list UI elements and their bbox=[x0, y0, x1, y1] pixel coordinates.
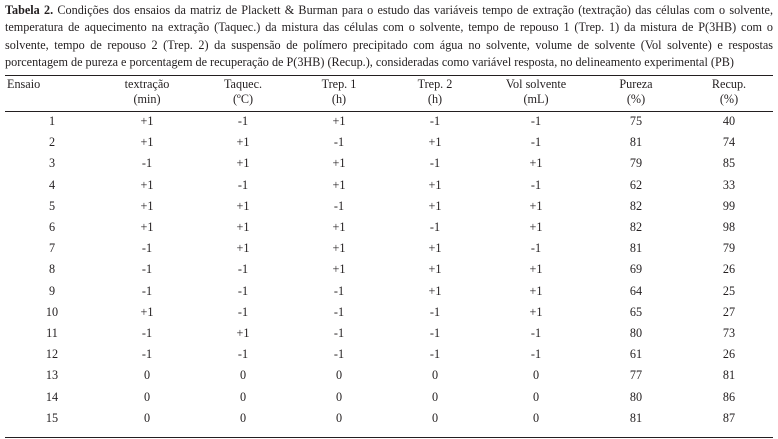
table-cell: -1 bbox=[333, 283, 345, 298]
table-cell: -1 bbox=[237, 347, 249, 362]
table-cell: 9 bbox=[48, 283, 56, 298]
column-header-unit: (h) bbox=[331, 91, 347, 106]
table-cell: -1 bbox=[141, 262, 153, 277]
column-header-name: Vol solvente bbox=[505, 77, 567, 91]
table-cell: -1 bbox=[333, 135, 345, 150]
caption-text: Condições dos ensaios da matriz de Plackett & Burman para o estudo das variáveis tempo de extração (textração) das células com o solvente, temperatura de aquecimento na extração (Taquec.) da mistura das células com o solvente, tempo de repouso 1 (Trep. 1) da mistura de P(3HB) com o solvente, tempo de repouso 2 (Trep. 2) da suspensão de polímero precipitado com água no solvente, volume de solvente (Vol solvente) e respostas porcentagem de pureza e porcentagem de recuperação de P(3HB) (Recup.), consideradas como variável resposta, no delineamento experimental (PB) bbox=[5, 3, 773, 70]
table-cell: 25 bbox=[722, 283, 736, 298]
table-row bbox=[5, 323, 775, 344]
table-body bbox=[5, 111, 775, 429]
column-header bbox=[483, 77, 589, 111]
table-cell: 27 bbox=[722, 304, 736, 319]
column-header-unit: (h) bbox=[427, 91, 443, 106]
table-cell: -1 bbox=[237, 262, 249, 277]
table-cell: 0 bbox=[431, 368, 439, 383]
table-row bbox=[5, 132, 775, 153]
table-cell: 87 bbox=[722, 410, 736, 425]
data-table bbox=[5, 77, 775, 429]
table-cell: 0 bbox=[532, 410, 540, 425]
table-cell: -1 bbox=[333, 325, 345, 340]
table-row bbox=[5, 111, 775, 132]
table-cell: +1 bbox=[529, 283, 543, 298]
table-cell: +1 bbox=[428, 241, 442, 256]
table-row bbox=[5, 386, 775, 407]
table-cell: 0 bbox=[143, 389, 151, 404]
table-cell: 61 bbox=[629, 347, 643, 362]
table-cell: 0 bbox=[532, 368, 540, 383]
table-cell: 80 bbox=[629, 389, 643, 404]
table-cell: 81 bbox=[629, 135, 643, 150]
table-cell: 99 bbox=[722, 198, 736, 213]
table-cell: +1 bbox=[140, 198, 154, 213]
table-cell: 79 bbox=[722, 241, 736, 256]
table-cell: 0 bbox=[239, 368, 247, 383]
table-cell: 0 bbox=[239, 410, 247, 425]
table-cell: +1 bbox=[332, 220, 346, 235]
column-header bbox=[99, 77, 195, 111]
table-cell: +1 bbox=[332, 156, 346, 171]
table-cell: 14 bbox=[45, 389, 59, 404]
column-header bbox=[683, 77, 775, 111]
table-cell: -1 bbox=[237, 114, 249, 129]
table-cell: 64 bbox=[629, 283, 643, 298]
table-cell: +1 bbox=[332, 262, 346, 277]
table-cell: 77 bbox=[629, 368, 643, 383]
column-header-unit: (mL) bbox=[523, 91, 549, 106]
table-cell: -1 bbox=[530, 241, 542, 256]
table-cell: 6 bbox=[48, 220, 56, 235]
table-cell: 8 bbox=[48, 262, 56, 277]
table-row bbox=[5, 238, 775, 259]
table-cell: +1 bbox=[428, 198, 442, 213]
table-row bbox=[5, 281, 775, 302]
table-cell: +1 bbox=[140, 114, 154, 129]
table-cell: 0 bbox=[143, 368, 151, 383]
table-cell: +1 bbox=[529, 198, 543, 213]
column-header-name: Taquec. bbox=[223, 77, 263, 91]
table-cell: 3 bbox=[48, 156, 56, 171]
table-cell: +1 bbox=[236, 198, 250, 213]
table-cell: -1 bbox=[333, 304, 345, 319]
table-cell: 98 bbox=[722, 220, 736, 235]
table-cell: 0 bbox=[431, 389, 439, 404]
table-cell: +1 bbox=[140, 304, 154, 319]
table-cell: 0 bbox=[532, 389, 540, 404]
table-cell: 11 bbox=[46, 325, 58, 340]
table-cell: +1 bbox=[332, 241, 346, 256]
table-cell: 69 bbox=[629, 262, 643, 277]
table-cell: 40 bbox=[722, 114, 736, 129]
table-cell: +1 bbox=[236, 135, 250, 150]
table-cell: -1 bbox=[429, 304, 441, 319]
column-header-name: Pureza bbox=[619, 77, 653, 91]
column-header-name: Recup. bbox=[711, 77, 747, 91]
table-cell: +1 bbox=[140, 220, 154, 235]
table-cell: +1 bbox=[140, 177, 154, 192]
table-cell: -1 bbox=[530, 347, 542, 362]
caption-label: Tabela 2. bbox=[5, 3, 54, 17]
table-cell: 2 bbox=[48, 135, 56, 150]
table-cell: 26 bbox=[722, 347, 736, 362]
table-cell: +1 bbox=[236, 241, 250, 256]
table-cell: -1 bbox=[530, 135, 542, 150]
table-cell: 73 bbox=[722, 325, 736, 340]
table-row bbox=[5, 302, 775, 323]
table-row bbox=[5, 365, 775, 386]
table-cell: +1 bbox=[428, 177, 442, 192]
table-cell: 0 bbox=[335, 389, 343, 404]
table-row bbox=[5, 196, 775, 217]
table-cell: -1 bbox=[141, 283, 153, 298]
table-cell: +1 bbox=[529, 262, 543, 277]
table-cell: 12 bbox=[45, 347, 59, 362]
table-cell: -1 bbox=[429, 114, 441, 129]
table-cell: +1 bbox=[529, 220, 543, 235]
table-cell: -1 bbox=[237, 283, 249, 298]
table-cell: 81 bbox=[629, 410, 643, 425]
table-cell: 4 bbox=[48, 177, 56, 192]
column-header bbox=[387, 77, 483, 111]
column-header bbox=[5, 77, 99, 111]
table-cell: -1 bbox=[141, 241, 153, 256]
table-row bbox=[5, 153, 775, 174]
column-header-unit: (%) bbox=[626, 91, 646, 106]
table-cell: 81 bbox=[722, 368, 736, 383]
table-cell: -1 bbox=[141, 325, 153, 340]
table-cell: +1 bbox=[428, 262, 442, 277]
table-cell: 7 bbox=[48, 241, 56, 256]
top-rule bbox=[5, 75, 773, 76]
table-cell: +1 bbox=[332, 114, 346, 129]
table-cell: 65 bbox=[629, 304, 643, 319]
table-cell: 26 bbox=[722, 262, 736, 277]
table-cell: 0 bbox=[335, 410, 343, 425]
table-cell: -1 bbox=[429, 156, 441, 171]
table-cell: 10 bbox=[45, 304, 59, 319]
column-header bbox=[195, 77, 291, 111]
table-cell: 1 bbox=[48, 114, 56, 129]
column-header-name: Ensaio bbox=[7, 77, 41, 91]
table-cell: -1 bbox=[141, 156, 153, 171]
table-cell: 62 bbox=[629, 177, 643, 192]
table-row bbox=[5, 217, 775, 238]
table-cell: 80 bbox=[629, 325, 643, 340]
table-caption bbox=[5, 2, 773, 72]
table-cell: -1 bbox=[333, 347, 345, 362]
column-header-name: textração bbox=[124, 77, 170, 91]
column-header-unit: (min) bbox=[133, 91, 161, 106]
table-cell: 15 bbox=[45, 410, 59, 425]
table-cell: +1 bbox=[332, 177, 346, 192]
table-cell: -1 bbox=[237, 177, 249, 192]
table-cell: -1 bbox=[530, 325, 542, 340]
table-cell: 79 bbox=[629, 156, 643, 171]
column-header bbox=[291, 77, 387, 111]
table-cell: +1 bbox=[140, 135, 154, 150]
table-cell: 13 bbox=[45, 368, 59, 383]
table-cell: 0 bbox=[431, 410, 439, 425]
table-cell: 0 bbox=[143, 410, 151, 425]
table-cell: +1 bbox=[236, 156, 250, 171]
table-row bbox=[5, 175, 775, 196]
table-cell: 86 bbox=[722, 389, 736, 404]
table-cell: 33 bbox=[722, 177, 736, 192]
table-cell: -1 bbox=[429, 325, 441, 340]
column-header-name: Trep. 2 bbox=[417, 77, 453, 91]
table-cell: +1 bbox=[529, 156, 543, 171]
header-row bbox=[5, 77, 775, 111]
table-cell: 82 bbox=[629, 198, 643, 213]
table-cell: +1 bbox=[428, 283, 442, 298]
table-cell: -1 bbox=[141, 347, 153, 362]
table-cell: 0 bbox=[239, 389, 247, 404]
table-cell: +1 bbox=[529, 304, 543, 319]
table-cell: 75 bbox=[629, 114, 643, 129]
table-cell: 0 bbox=[335, 368, 343, 383]
table-row bbox=[5, 259, 775, 280]
table-cell: +1 bbox=[428, 135, 442, 150]
table-cell: -1 bbox=[530, 114, 542, 129]
column-header-name: Trep. 1 bbox=[321, 77, 357, 91]
table-cell: 85 bbox=[722, 156, 736, 171]
table-cell: 5 bbox=[48, 198, 56, 213]
table-row bbox=[5, 408, 775, 429]
table-cell: +1 bbox=[236, 220, 250, 235]
table-cell: 74 bbox=[722, 135, 736, 150]
table-cell: +1 bbox=[236, 325, 250, 340]
table-row bbox=[5, 344, 775, 365]
table-cell: -1 bbox=[429, 347, 441, 362]
table-cell: 81 bbox=[629, 241, 643, 256]
column-header bbox=[589, 77, 683, 111]
table-cell: -1 bbox=[237, 304, 249, 319]
column-header-unit: (ºC) bbox=[232, 91, 254, 106]
table-cell: 82 bbox=[629, 220, 643, 235]
table-cell: -1 bbox=[530, 177, 542, 192]
table-cell: -1 bbox=[429, 220, 441, 235]
column-header-unit: (%) bbox=[719, 91, 739, 106]
bottom-rule bbox=[5, 437, 773, 438]
table-cell: -1 bbox=[333, 198, 345, 213]
